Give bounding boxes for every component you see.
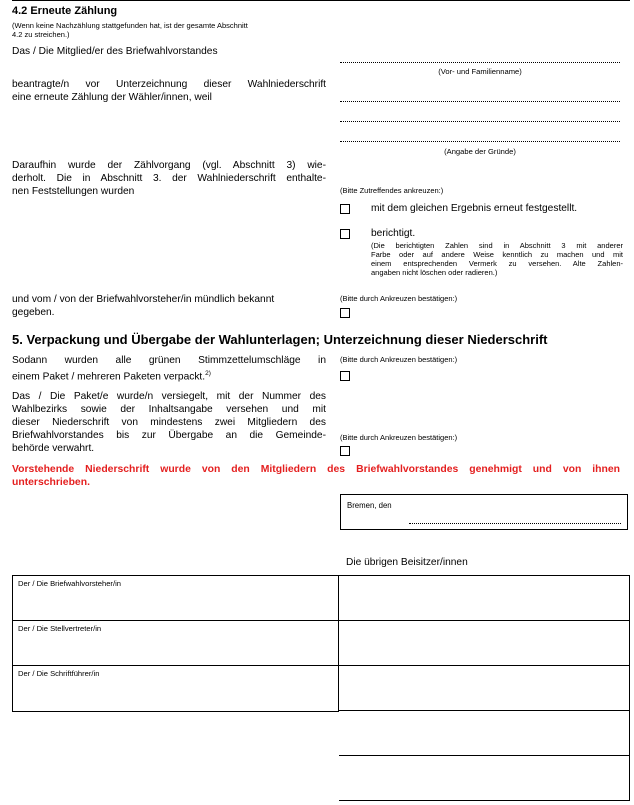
reasons-caption: (Angabe der Gründe) xyxy=(444,147,516,156)
signature-assessor-1[interactable] xyxy=(339,576,629,621)
signature-secretary[interactable]: Der / Die Schriftführer/in xyxy=(18,669,100,678)
confirm-hint-pack: (Bitte durch Ankreuzen bestätigen:) xyxy=(340,355,458,364)
other-assessors-label: Die übrigen Beisitzer/innen xyxy=(346,557,468,568)
name-field[interactable] xyxy=(340,62,620,63)
reason-field-3[interactable] xyxy=(340,141,620,142)
confirm-hint-announce: (Bitte durch Ankreuzen bestätigen:) xyxy=(340,294,458,303)
signature-assessor-5[interactable] xyxy=(339,756,629,800)
member-line: Das / Die Mitglied/er des Briefwahlvorstandes xyxy=(12,46,218,57)
top-rule xyxy=(12,0,630,1)
request-text-2: eine erneute Zählung der Wähler/innen, weil xyxy=(12,92,212,103)
signature-deputy[interactable]: Der / Die Stellvertreter/in xyxy=(13,621,338,666)
approval-statement: Vorstehende Niederschrift wurde von den Mitgliedern des Briefwahlvorstandes genehmigt und von ihnen unterschrieben. xyxy=(12,464,620,488)
announce-text: und vom / von der Briefwahlvorsteher/in mündlich bekannt gegeben. xyxy=(12,294,275,318)
section-5-heading: 5. Verpackung und Übergabe der Wahlunterlagen; Unterzeichnung dieser Niederschrift xyxy=(12,332,548,347)
checkbox-sealed[interactable] xyxy=(340,446,350,456)
recount-text: Daraufhin wurde der Zählvorgang (vgl. Abschnitt 3) wie- derholt. Die in Abschnitt 3. der Wahlniederschrift enthalte- nen Feststellungen wurden xyxy=(12,160,326,197)
option-same-result: mit dem gleichen Ergebnis erneut festgestellt. xyxy=(371,203,578,214)
signature-assessor-4[interactable] xyxy=(339,711,629,756)
request-text: beantragte/n vor Unterzeichnung dieser Wahlniederschrift xyxy=(12,79,326,90)
reason-field-2[interactable] xyxy=(340,121,620,122)
signature-chair[interactable]: Der / Die Briefwahlvorsteher/in xyxy=(13,576,338,621)
section-4-2-heading: 4.2 Erneute Zählung xyxy=(12,5,118,17)
signature-table-left xyxy=(12,575,339,712)
signature-table-assessors xyxy=(339,575,630,801)
signature-assessor-2[interactable] xyxy=(339,621,629,666)
checkbox-announced[interactable] xyxy=(340,308,350,318)
date-field[interactable] xyxy=(409,523,621,524)
confirm-hint-seal: (Bitte durch Ankreuzen bestätigen:) xyxy=(340,433,458,442)
checkbox-corrected[interactable] xyxy=(340,229,350,239)
tick-hint: (Bitte Zutreffendes ankreuzen:) xyxy=(340,186,444,195)
name-caption: (Vor- und Familienname) xyxy=(438,67,522,76)
place-date-label: Bremen, den xyxy=(347,501,392,510)
seal-text: Das / Die Paket/e wurde/n versiegelt, mit der Nummer des Wahlbezirks sowie der Inhaltsangabe versehen und mit dieser Niederschrift von mindestens zwei Mitgliedern des Briefwahlvorstandes bis zur Übergabe an die Gemeinde- behörde verwahrt. xyxy=(12,391,326,454)
option-corrected: berichtigt. xyxy=(371,228,416,239)
footnote-ref: 2) xyxy=(205,370,211,377)
checkbox-same-result[interactable] xyxy=(340,204,350,214)
checkbox-packed[interactable] xyxy=(340,371,350,381)
signature-assessor-3[interactable] xyxy=(339,666,629,711)
pack-text: Sodann wurden alle grünen Stimmzettelumschläge in einem Paket / mehreren Paketen verpackt.$^{2)}$ xyxy=(12,355,326,383)
section-4-2-note: (Wenn keine Nachzählung stattgefunden hat, ist der gesamte Abschnitt 4.2 zu streichen.) xyxy=(12,21,248,39)
corrected-note: (Die berichtigten Zahlen sind in Abschnitt 3 mit anderer Farbe oder auf andere Weise kenntlich zu machen und mit einem entsprechenden Vermerk zu versehen. Alte Zahlen- angaben nicht löschen oder radieren.) xyxy=(371,241,623,277)
reason-field-1[interactable] xyxy=(340,101,620,102)
place-date-box xyxy=(340,494,628,530)
